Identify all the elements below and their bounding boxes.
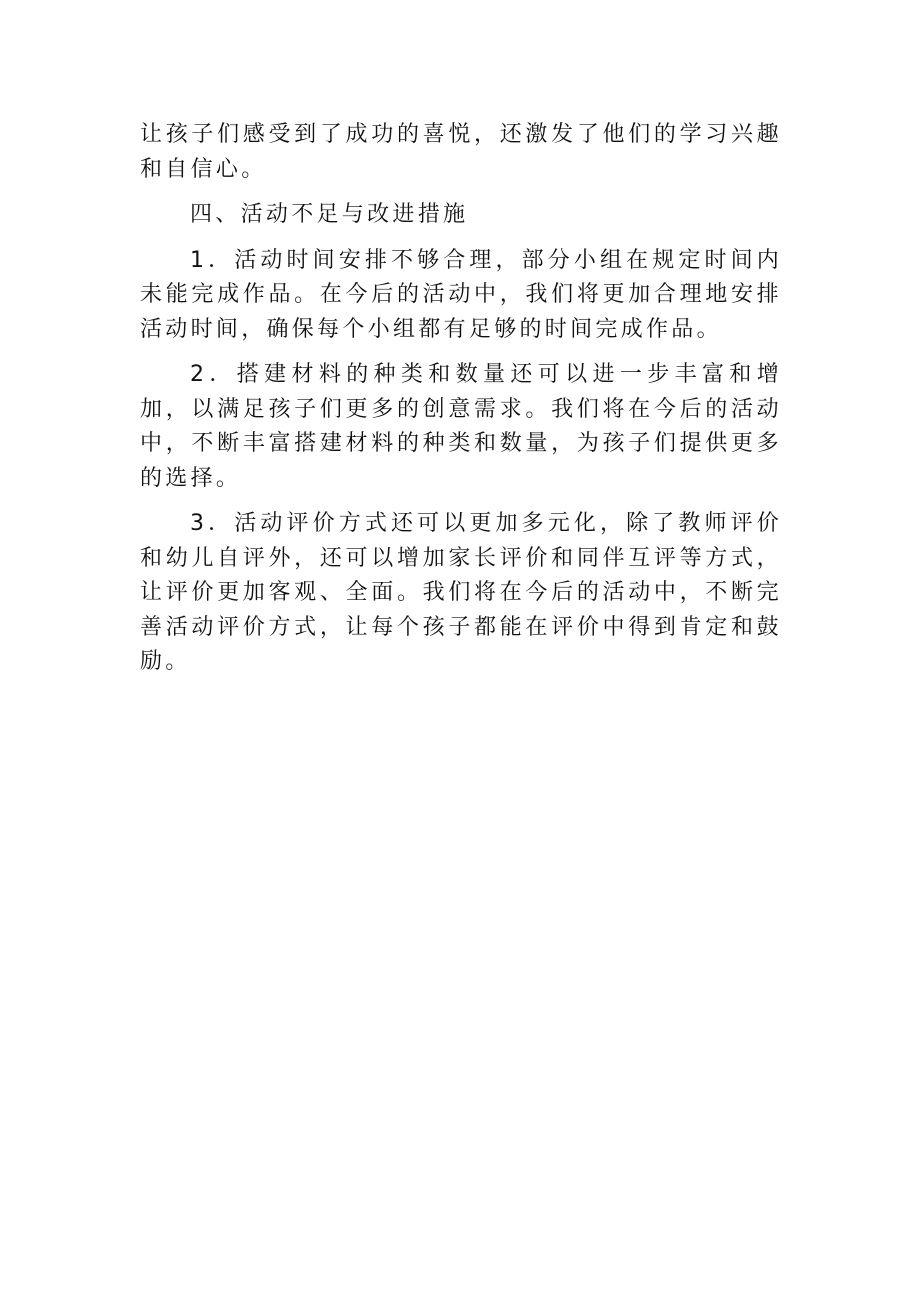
- continued-paragraph: 让孩子们感受到了成功的喜悦，还激发了他们的学习兴趣和自信心。: [140, 122, 782, 182]
- improvement-item-3: 3．活动评价方式还可以更加多元化，除了教师评价和幼儿自评外，还可以增加家长评价和同伴互评等方式，让评价更加客观、全面。我们将在今后的活动中，不断完善活动评价方式，让每个孩子都能在评价中得到肯定和鼓励。: [140, 511, 782, 674]
- document-page: [140, 118, 782, 680]
- improvement-item-2: 2．搭建材料的种类和数量还可以进一步丰富和增加，以满足孩子们更多的创意需求。我们将在今后的活动中，不断丰富搭建材料的种类和数量，为孩子们提供更多的选择。: [140, 362, 782, 491]
- improvement-item-1: 1．活动时间安排不够合理，部分小组在规定时间内未能完成作品。在今后的活动中，我们将更加合理地安排活动时间，确保每个小组都有足够的时间完成作品。: [140, 247, 782, 342]
- section-heading: 四、活动不足与改进措施: [190, 202, 469, 227]
